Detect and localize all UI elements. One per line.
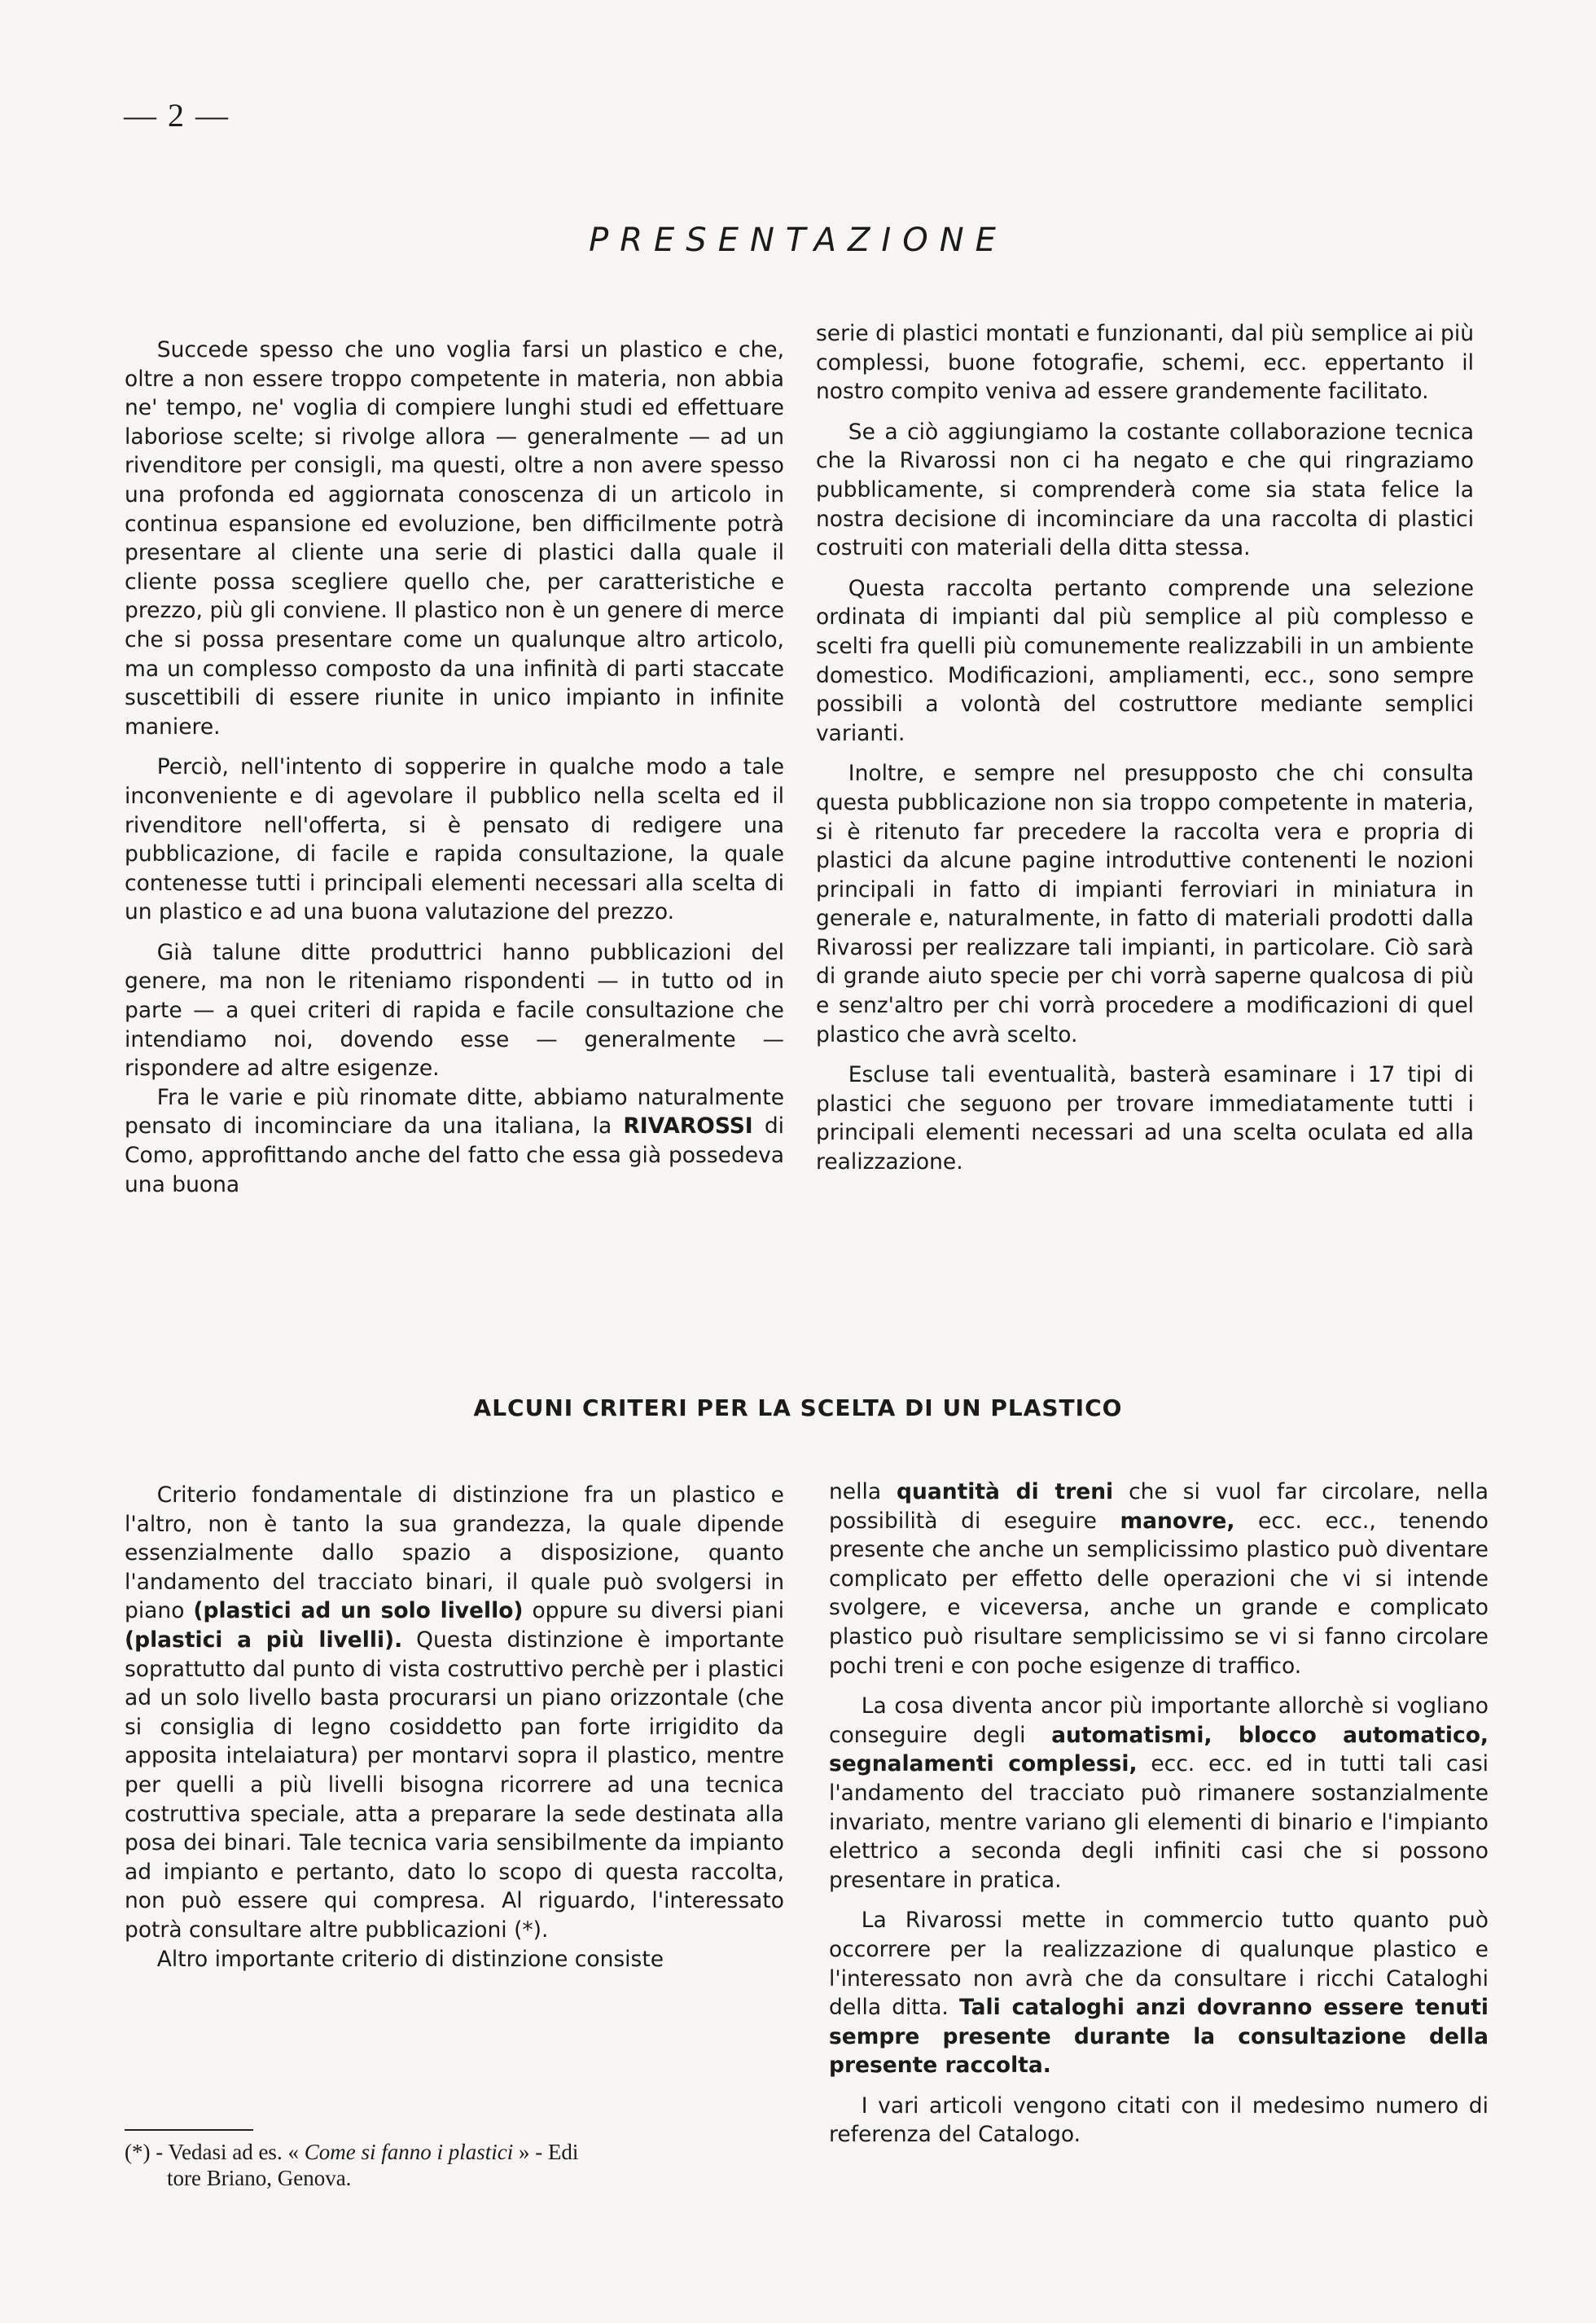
footnote-line xyxy=(125,2140,578,2164)
bold-text: automatismi, blocco automatico, segnalamenti complessi, xyxy=(829,1722,1489,1777)
paragraph xyxy=(125,1083,784,1199)
text-span: » - Edi xyxy=(513,2140,579,2164)
bold-text: manovre, xyxy=(1120,1508,1235,1534)
text-span: di Como, approfittando anche del fatto che essa già possedeva una buona xyxy=(125,1113,785,1197)
paragraph: Se a ciò aggiungiamo la costante collaborazione tecnica che la Rivarossi non ci ha negato e che qui ringraziamo pubblicamente, si comprenderà come sia stata felice la nostra decisione di incominciare da una raccolta di plastici costruiti con materiali della ditta stessa. xyxy=(816,419,1474,561)
text-span: ecc. ecc. ed in tutti tali casi l'andamento del tracciato può rimanere sostanzialmente invariato, mentre variano gli elementi di binario e l'impianto elettrico a seconda degli infiniti casi che si possono presentare in pratica. xyxy=(829,1751,1489,1893)
paragraph xyxy=(829,1478,1489,1680)
text-span: (*) - Vedasi ad es. « xyxy=(125,2140,305,2164)
footnote-rule xyxy=(125,2129,253,2131)
paragraph: Altro importante criterio di distinzione consiste xyxy=(156,1946,664,1972)
page-number: — 2 — xyxy=(124,97,230,134)
bold-text: (plastici a più livelli). xyxy=(125,1627,403,1653)
presentazione-left-column xyxy=(125,336,784,1199)
criteri-left-column xyxy=(125,1481,784,1974)
footnote xyxy=(125,2139,784,2191)
text-span: nella xyxy=(829,1479,897,1504)
bold-text: Tali cataloghi anzi dovranno essere tenuti sempre presente durante la consultazione della presente raccolta. xyxy=(829,1995,1489,2079)
footnote-line: tore Briano, Genova. xyxy=(167,2166,352,2190)
text-span: che si vuol far circolare, nella possibilità di eseguire xyxy=(829,1479,1489,1534)
text-span: ecc. ecc., tenendo presente che anche un semplicissimo plastico può diventare complicato per effetto delle operazioni che vi si intende svolgere, e viceversa, anche un grande e complicato plastico può risultare semplicissimo se vi si fanno circolare pochi treni e con poche esigenze di traffico. xyxy=(829,1508,1489,1679)
section-title-presentazione: PRESENTAZIONE xyxy=(589,222,1007,259)
paragraph: Escluse tali eventualità, basterà esaminare i 17 tipi di plastici che seguono per trovare immediatamente tutti i principali elementi necessari ad una scelta oculata ed alla realizzazione. xyxy=(816,1062,1474,1175)
paragraph: Perciò, nell'intento di sopperire in qualche modo a tale inconveniente e di agevolare il pubblico nella scelta ed il rivenditore nell'offerta, si è pensato di redigere una pubblicazione, di facile e rapida consultazione, la quale contenesse tutti i principali elementi necessari alla scelta di un plastico e ad una buona valutazione del prezzo. xyxy=(125,754,784,925)
paragraph: Inoltre, e sempre nel presupposto che chi consulta questa pubblicazione non sia troppo competente in materia, si è ritenuto far precedere la raccolta vera e propria di plastici da alcune pagine introduttive contenenti le nozioni principali in fatto di impianti ferroviari in miniatura in generale e, naturalmente, in fatto di materiali prodotti dalla Rivarossi per realizzare tali impianti, in particolare. Ciò sarà di grande aiuto specie per chi vorrà saperne qualcosa di più e senz'altro per chi vorrà procedere a modificazioni di quel plastico che avrà scelto. xyxy=(816,761,1474,1047)
text-span: La cosa diventa ancor più importante allorchè si vogliano conseguire degli xyxy=(829,1693,1489,1748)
paragraph: Questa raccolta pertanto comprende una selezione ordinata di impianti dal più semplice al più complesso e scelti fra quelli più comunemente realizzabili in un ambiente domestico. Modificazioni, ampliamenti, ecc., sono sempre possibili a volontà del costruttore mediante semplici varianti. xyxy=(816,575,1474,746)
paragraph xyxy=(829,1692,1489,1895)
paragraph xyxy=(829,1906,1489,2080)
paragraph xyxy=(125,1481,784,1945)
brand-name: RIVAROSSI xyxy=(623,1113,753,1140)
paragraph: Succede spesso che uno voglia farsi un plastico e che, oltre a non essere troppo competente in materia, non abbia ne' tempo, ne' voglia di compiere lunghi studi ed effettuare laboriose scelte; si rivolge allora — generalmente — ad un rivenditore per consigli, ma questi, oltre a non avere spesso una profonda ed aggiornata conoscenza di un articolo in continua espansione ed evoluzione, ben difficilmente potrà presentare al cliente una serie di plastici dalla quale il cliente possa scegliere quello che, per caratteristiche e prezzo, più gli conviene. Il plastico non è un genere di merce che si possa presentare come un qualunque altro articolo, ma un complesso composto da una infinità di parti staccate suscettibili di essere riunite in unico impianto in infinite maniere. xyxy=(125,337,784,740)
presentazione-right-column xyxy=(816,319,1474,1177)
text-span: Fra le varie e più rinomate ditte, abbiamo naturalmente pensato di incominciare da una italiana, la xyxy=(125,1084,784,1140)
text-span: oppure su diversi piani xyxy=(523,1598,784,1624)
paragraph: I vari articoli vengono citati con il medesimo numero di referenza del Catalogo. xyxy=(829,2092,1489,2148)
paragraph: Già talune ditte produttrici hanno pubblicazioni del genere, ma non le riteniamo rispondenti — in tutto od in parte — a quei criteri di rapida e facile consultazione che intendiamo noi, dovendo esse — generalmente — rispondere ad altre esigenze. xyxy=(125,939,784,1082)
bold-text: (plastici ad un solo livello) xyxy=(193,1598,524,1624)
text-span: Criterio fondamentale di distinzione fra un plastico e l'altro, non è tanto la sua grandezza, la quale dipende essenzialmente dallo spazio a disposizione, quanto l'andamento del tracciato binari, il quale può svolgersi in piano xyxy=(125,1482,784,1624)
criteri-right-column xyxy=(829,1478,1489,2150)
section-heading-criteri: ALCUNI CRITERI PER LA SCELTA DI UN PLASTICO xyxy=(473,1394,1123,1421)
book-title: Come si fanno i plastici xyxy=(304,2140,514,2164)
text-span: Questa distinzione è importante soprattutto dal punto di vista costruttivo perchè per i plastici ad un solo livello basta procurarsi un piano orizzontale (che si consiglia di legno cosiddetto pan forte irrigidito da apposita intelaiatura) per montarvi sopra il plastico, mentre per quelli a più livelli bisogna ricorrere ad una tecnica costruttiva speciale, atta a preparare la sede destinata alla posa dei binari. Tale tecnica varia sensibilmente da impianto ad impianto e pertanto, dato lo scopo di questa raccolta, non può essere qui compresa. Al riguardo, l'interessato potrà consultare altre pubblicazioni (*). xyxy=(125,1627,784,1943)
text-span: La Rivarossi mette in commercio tutto quanto può occorrere per la realizzazione di qualunque plastico e l'interessato non avrà che da consultare i ricchi Cataloghi della ditta. xyxy=(829,1908,1489,2021)
bold-text: quantità di treni xyxy=(897,1479,1114,1504)
paragraph: serie di plastici montati e funzionanti, dal più semplice ai più complessi, buone fotografie, schemi, ecc. eppertanto il nostro compito veniva ad essere grandemente facilitato. xyxy=(816,321,1474,405)
